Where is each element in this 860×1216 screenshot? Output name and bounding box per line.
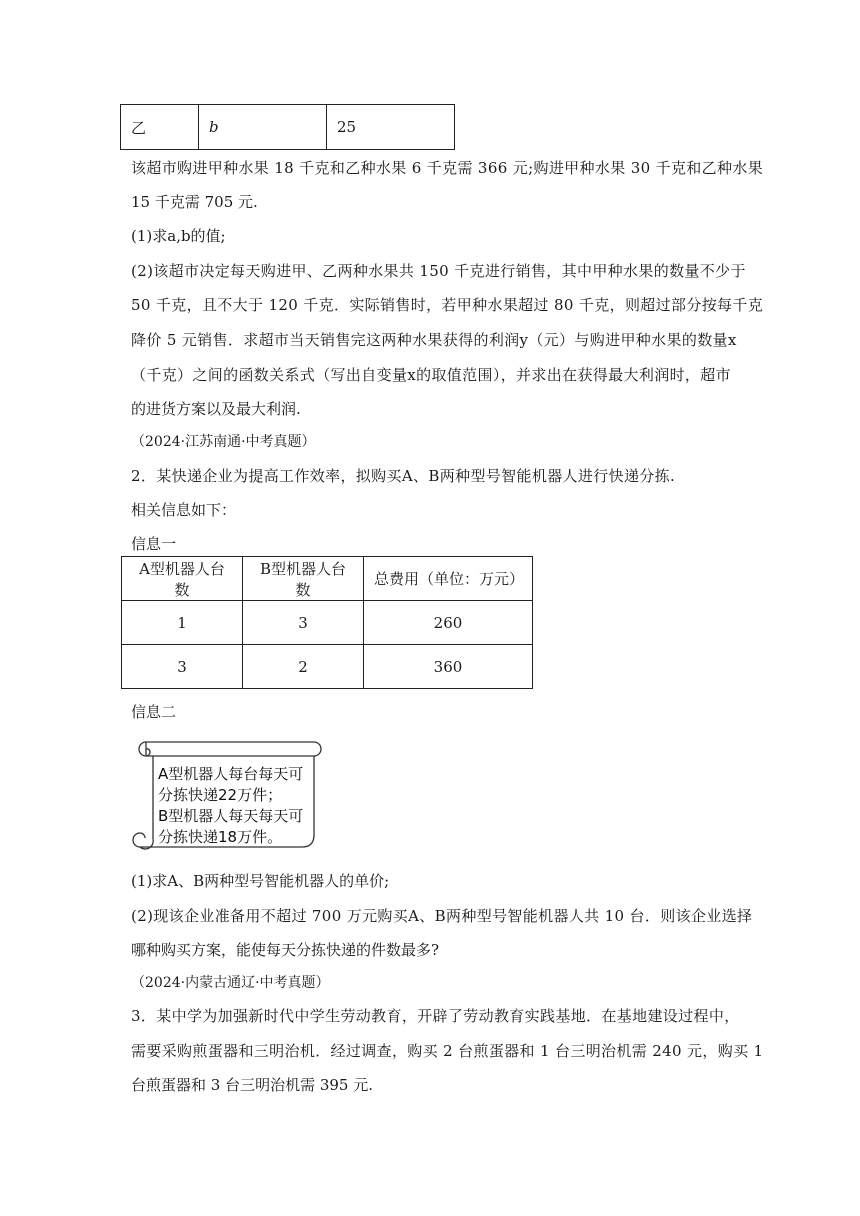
problem-statement: 台煎蛋器和 3 台三明治机需 395 元. bbox=[131, 1076, 374, 1094]
scroll-line: 分拣快递18万件。 bbox=[158, 828, 283, 846]
question-text: 50 千克，且不大于 120 千克．实际销售时，若甲种水果超过 80 千克，则超过部分按每千克 bbox=[131, 296, 764, 314]
table-cell: 25 bbox=[327, 105, 455, 150]
scroll-line: 分拣快递22万件； bbox=[158, 786, 283, 804]
table-header: B型机器人台数 bbox=[243, 557, 364, 601]
paragraph-line: 该超市购进甲种水果 18 千克和乙种水果 6 千克需 366 元;购进甲种水果 30 千克和乙种水果 bbox=[131, 159, 764, 177]
problem-statement: 需要采购煎蛋器和三明治机．经过调查，购买 2 台煎蛋器和 1 台三明治机需 240 元，购买 1 bbox=[131, 1042, 764, 1060]
variable-b: b bbox=[209, 118, 219, 136]
table-header-row bbox=[122, 557, 533, 601]
problem-statement: 3．某中学为加强新时代中学生劳动教育，开辟了劳动教育实践基地．在基地建设过程中， bbox=[131, 1007, 740, 1025]
table-cell bbox=[199, 105, 327, 150]
question-text: 降价 5 元销售．求超市当天销售完这两种水果获得的利润y（元）与购进甲种水果的数量x bbox=[131, 331, 737, 349]
paragraph-line: 15 千克需 705 元. bbox=[131, 193, 258, 211]
table-cell: 2 bbox=[243, 645, 364, 689]
question-text: （千克）之间的函数关系式（写出自变量x的取值范围），并求出在获得最大利润时，超市 bbox=[131, 366, 731, 384]
table-cell: 1 bbox=[122, 601, 243, 645]
table-cell: 乙 bbox=[121, 105, 199, 150]
table-cell: 360 bbox=[364, 645, 533, 689]
scroll-line: A型机器人每台每天可 bbox=[158, 765, 304, 783]
question-text: 的进货方案以及最大利润. bbox=[131, 400, 301, 418]
table-cell: 3 bbox=[243, 601, 364, 645]
info-label: 信息一 bbox=[131, 535, 177, 553]
question-text: (2)现该企业准备用不超过 700 万元购买A、B两种型号智能机器人共 10 台．则该企业选择 bbox=[131, 907, 753, 925]
question-text: (1)求a,b的值; bbox=[131, 227, 226, 245]
scroll-content bbox=[158, 764, 303, 848]
info-label: 信息二 bbox=[131, 703, 177, 721]
fruit-price-table bbox=[120, 104, 455, 150]
table-cell: 3 bbox=[122, 645, 243, 689]
table-row bbox=[122, 645, 533, 689]
problem-statement: 2．某快递企业为提高工作效率，拟购买A、B两种型号智能机器人进行快递分拣. bbox=[131, 467, 676, 485]
source-note: （2024·内蒙古通辽·中考真题） bbox=[131, 975, 330, 991]
table-cell: 260 bbox=[364, 601, 533, 645]
robot-cost-table bbox=[121, 556, 533, 689]
question-text: 哪种购买方案，能使每天分拣快递的件数最多? bbox=[131, 941, 440, 959]
question-text: (1)求A、B两种型号智能机器人的单价; bbox=[131, 872, 390, 890]
question-text: (2)该超市决定每天购进甲、乙两种水果共 150 千克进行销售，其中甲种水果的数量不少于 bbox=[131, 262, 746, 280]
problem-statement: 相关信息如下： bbox=[131, 501, 237, 519]
table-header: 总费用（单位：万元） bbox=[364, 557, 533, 601]
scroll-line: B型机器人每天每天可 bbox=[158, 807, 304, 825]
table-header: A型机器人台数 bbox=[122, 557, 243, 601]
source-note: （2024·江苏南通·中考真题） bbox=[131, 434, 316, 450]
table-row bbox=[122, 601, 533, 645]
table-row bbox=[121, 105, 455, 150]
